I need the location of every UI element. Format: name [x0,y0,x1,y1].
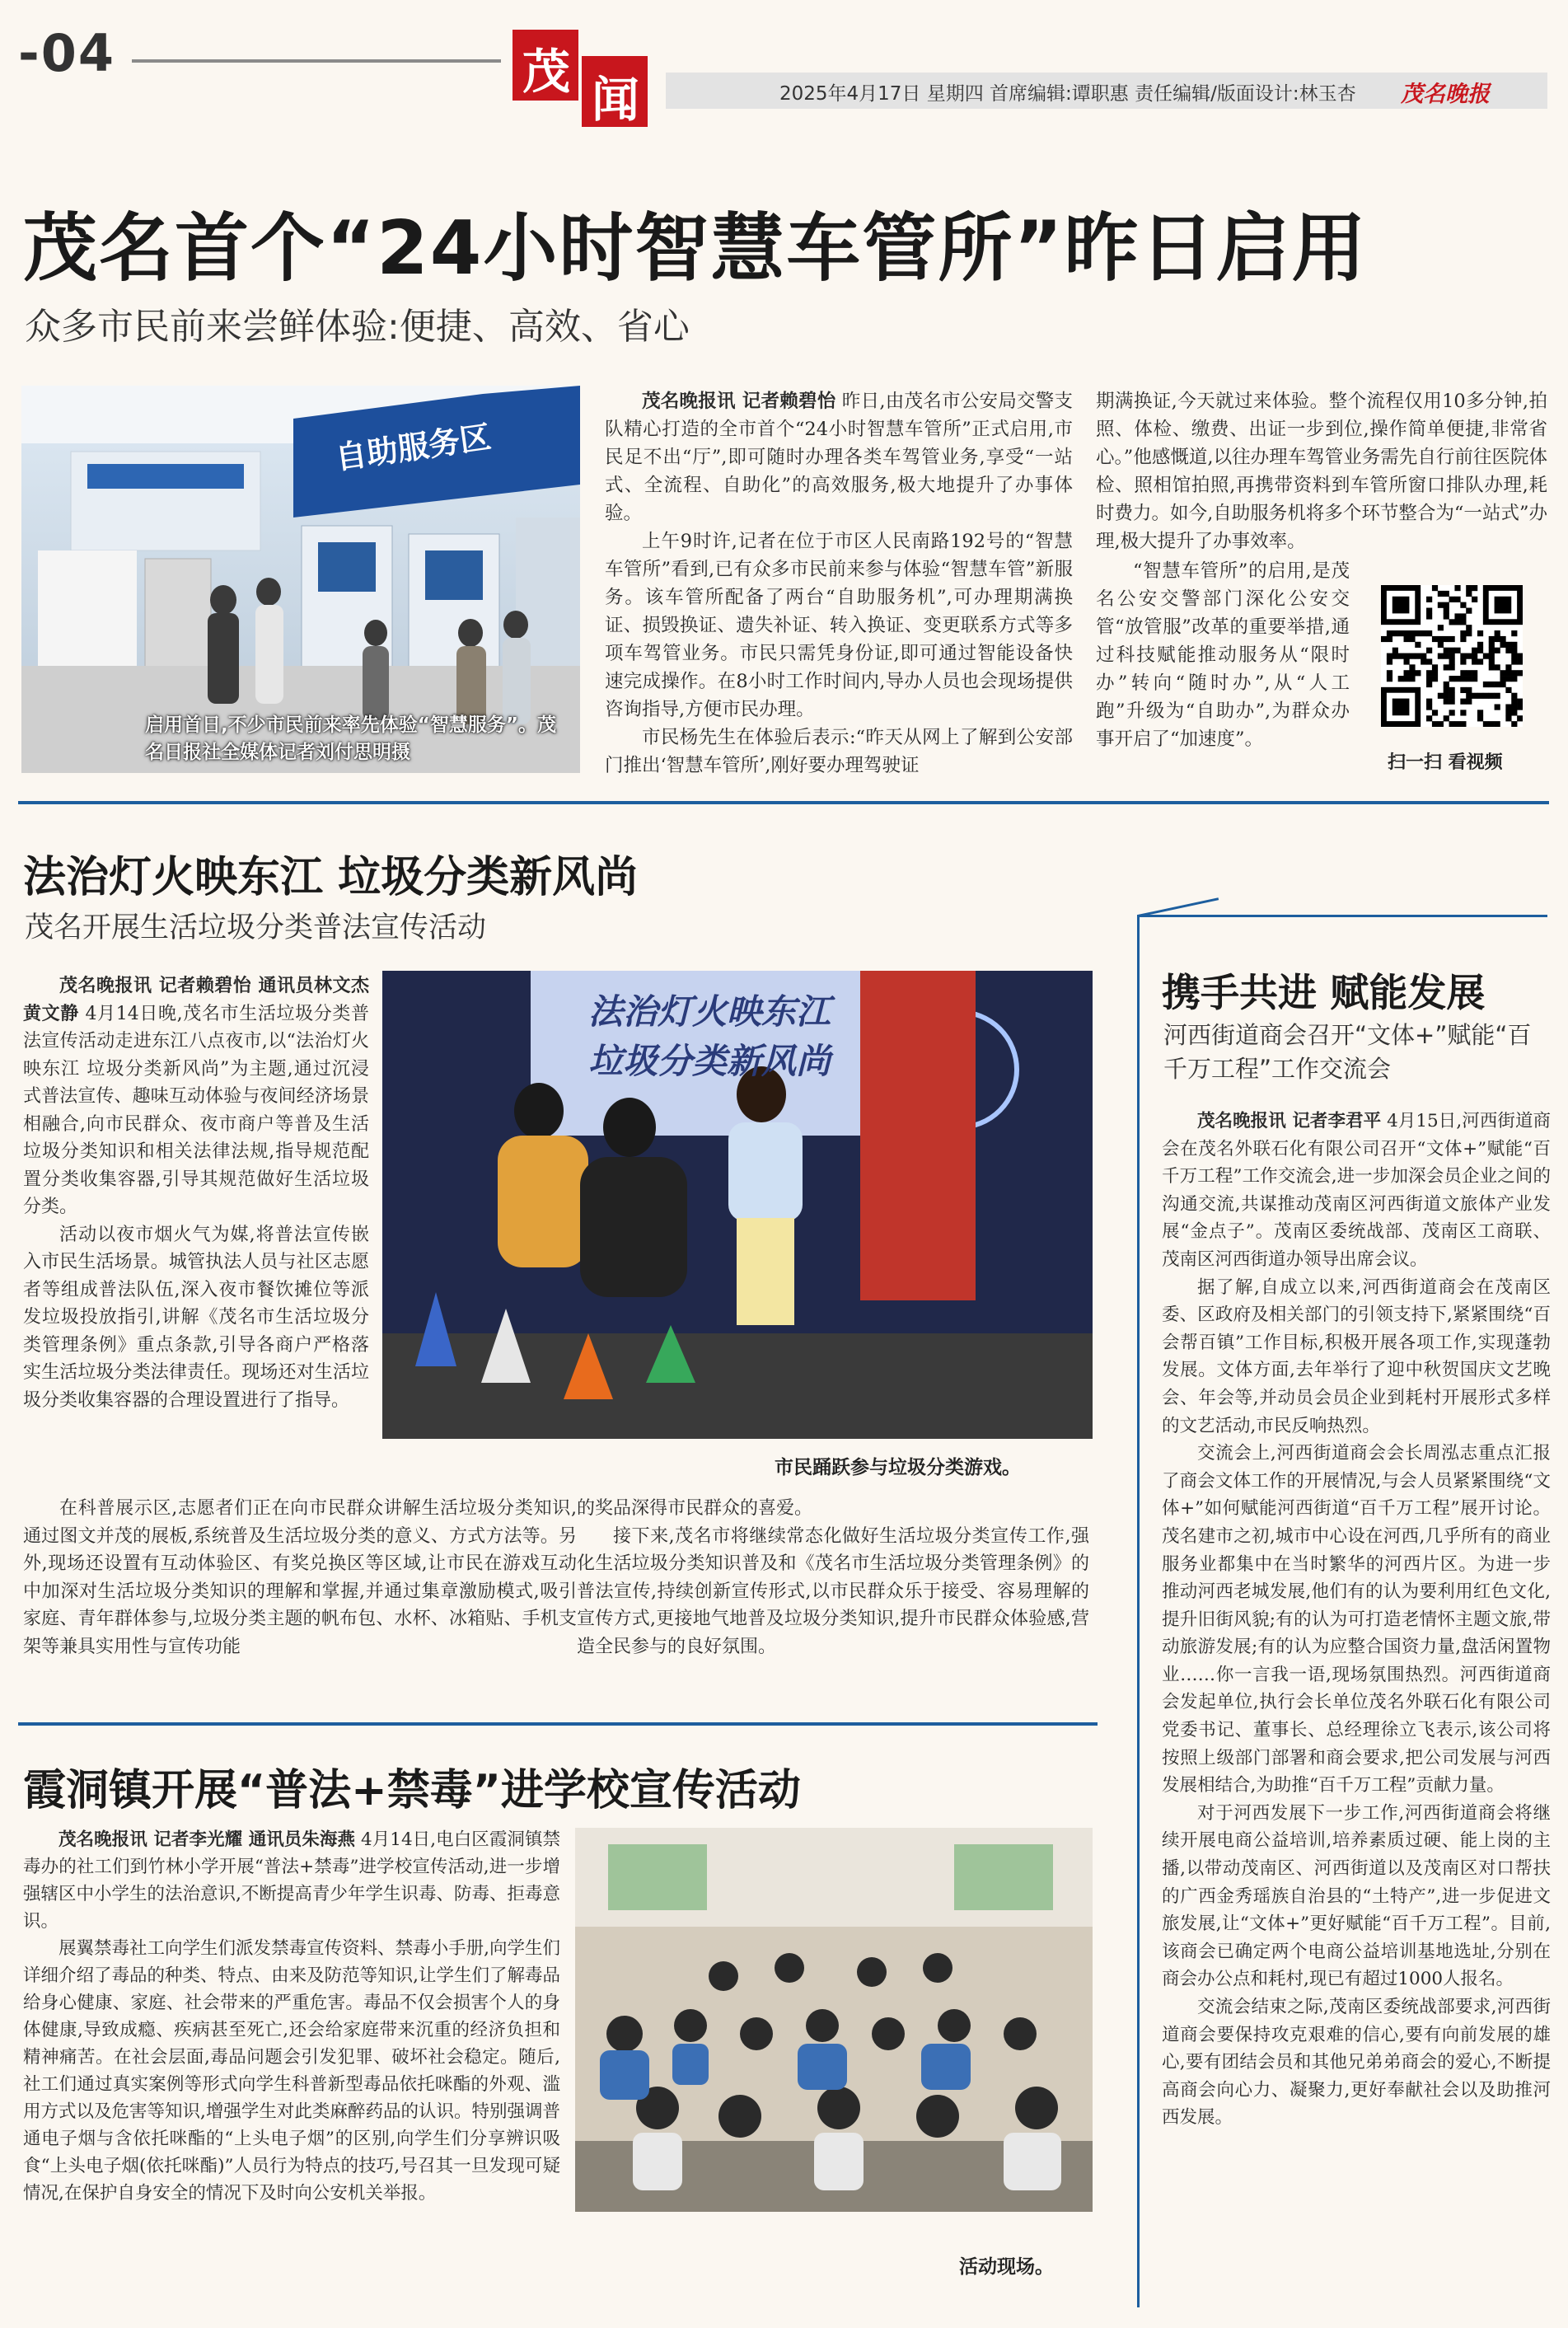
story1-col1-p3: 市民杨先生在体验后表示:“昨天从网上了解到公安部门推出‘智慧车管所’,刚好要办理驾驶证 [605,727,1073,776]
story1-col2-p2: “智慧车管所”的启用,是茂名公安交警部门深化公安交管“放管服”改革的重要举措,通过科技赋能推动服务从“限时办”转向“随时办”,从“人工跑”升级为“自助办”,为群众办事开启了“加速度”。 [1096,560,1350,750]
section-char-a: 茂 [522,44,571,100]
qr-caption: 扫一扫 看视频 [1388,752,1503,773]
story1-subhead: 众多市民前来尝鲜体验:便捷、高效、省心 [25,306,690,348]
story1-headline: 茂名首个“24小时智慧车管所”昨日启用 [23,205,1368,292]
story3-photo [575,1828,1093,2212]
story2-bottom-right [577,1495,1089,1661]
story2-subhead: 茂名开展生活垃圾分类普法宣传活动 [25,911,487,944]
story4-headline: 携手共进 赋能发展 [1162,971,1486,1016]
story2-photo-caption: 市民踊跃参与垃圾分类游戏。 [775,1457,1021,1478]
story2-lead: 茂名晚报讯 记者赖碧怡 通讯员林文杰 黄文静 [23,976,369,1024]
story2-col-left [23,972,369,1414]
story1-col2-full [1096,387,1547,555]
story4-body [1162,1108,1551,2132]
story4-p4: 对于河西发展下一步工作,河西街道商会将继续开展电商公益培训,培养素质过硬、能上岗的主播,以带动茂南区、河西街道以及茂南区对口帮扶的广西金秀瑶族自治县的“土特产”,进一步促进文旅发展,让“文体+”更好赋能“百千万工程”。目前,该商会已确定两个电商公益培训基地选址,分别在商会办公点和耗村,现已有超过1000人报名。 [1162,1802,1551,1990]
story4-subhead: 河西街道商会召开“文体+”赋能“百千万工程”工作交流会 [1163,1021,1532,1083]
qr-pattern [1381,585,1523,727]
story4-frame-left [1137,915,1140,2307]
story3-photo-caption: 活动现场。 [959,2256,1054,2278]
story4-p5: 交流会结束之际,茂南区委统战部要求,河西街道商会要保持攻克艰难的信心,要有向前发展的雄心,要有团结会员和其他兄弟弟商会的爱心,不断提高商会向心力、凝聚力,更好奉献社会以及助推河西发展。 [1162,1997,1551,2129]
page-number: -04 [18,23,116,83]
story2-photo [382,971,1093,1439]
story1-col2-p1: 期满换证,今天就过来体验。整个流程仅用10多分钟,拍照、体检、缴费、出证一步到位,操作简单便捷,非常省心。”他感慨道,以往办理车驾管业务需先自行前往医院体检、照相馆拍照,再携带资料到车管所窗口排队办理,耗时费力。如今,自助服务机将多个环节整合为“一站式”办理,极大提升了办事效率。 [1096,391,1547,552]
story1-col1-p2: 上午9时许,记者在位于市区人民南路192号的“智慧车管所”看到,已有众多市民前来参与体验“智慧车管”新服务。该车管所配备了两台“自助服务机”,可办理期满换证、损毁换证、遗失补证、转入换证、变更联系方式等多项车驾管业务。市民只需凭身份证,即可通过智能设备快速完成操作。在8小时工作时间内,导办人员也会现场提供咨询指导,方便市民办理。 [605,531,1073,720]
photo-sign: 自助服务区 [333,418,494,476]
divider-story2 [18,1722,1098,1726]
dateline: 2025年4月17日 星期四 首席编辑:谭职惠 责任编辑/版面设计:林玉杏 [779,83,1356,105]
story2-headline: 法治灯火映东江 垃圾分类新风尚 [23,853,639,902]
video-qr-code[interactable] [1381,585,1523,727]
classroom-illustration [575,1828,1093,2212]
story1-photo [21,386,580,773]
story4-p2: 据了解,自成立以来,河西街道商会在茂南区委、区政府及相关部门的引领支持下,紧紧围绕“百会帮百镇”工作目标,积极开展各项工作,实现蓬勃发展。文体方面,去年举行了迎中秋贺国庆文艺晚会、年会等,并动员会员企业到耗村开展形式多样的文艺活动,市民反响热烈。 [1162,1276,1551,1436]
paper-logo: 茂名晚报 [1401,82,1490,107]
story3-body [23,1826,560,2207]
story3-p1: 4月14日,电白区霞洞镇禁毒办的社工们到竹林小学开展“普法+禁毒”进学校宣传活动,进一步增强辖区中小学生的法治意识,不断提高青少年学生识毒、防毒、拒毒意识。 [23,1829,560,1932]
story4-p3: 交流会上,河西街道商会会长周泓志重点汇报了商会文体工作的开展情况,与会人员紧紧围绕“文体+”如何赋能河西街道“百千万工程”展开讨论。茂名建市之初,城市中心设在河西,几乎所有的商业服务业都集中在当时繁华的河西片区。为进一步推动河西老城发展,他们有的认为要利用红色文化,提升旧街风貌;有的认为可打造老情怀主题文旅,带动旅游发展;有的认为应整合国资力量,盘活闲置物业……你一言我一语,现场氛围热烈。河西街道商会发起单位,执行会长单位茂名外联石化有限公司党委书记、董事长、总经理徐立飞表示,该公司将按照上级部门部署和商会要求,把公司发展与河西发展相结合,为助推“百千万工程”贡献力量。 [1162,1443,1551,1796]
story3-lead: 茂名晚报讯 记者李光耀 通讯员朱海燕 [59,1829,356,1850]
story2-p2: 活动以夜市烟火气为媒,将普法宣传嵌入市民生活场景。城管执法人员与社区志愿者等组成普法队伍,深入夜市餐饮摊位等派发垃圾投放指引,讲解《茂名市生活垃圾分类管理条例》重点条款,引导各商户严格落实生活垃圾分类法律责任。现场还对生活垃圾分类收集容器的合理设置进行了指导。 [23,1224,369,1411]
story4-frame-top [1137,915,1547,917]
story2-p5: 接下来,茂名市将继续常态化做好生活垃圾分类宣传工作,强化生活垃圾分类知识普及和《茂名市生活垃圾分类管理条例》的普法宣传,持续创新宣传形式,以市民群众乐于接受、容易理解的宣传方式,更接地气地普及垃圾分类知识,提升市民群众体验感,营造全民参与的良好氛围。 [577,1525,1089,1657]
story2-p1: 4月14日晚,茂名市生活垃圾分类普法宣传活动走进东江八点夜市,以“法治灯火映东江 垃圾分类新风尚”为主题,通过沉浸式普法宣传、趣味互动体验与夜间经济场景相融合,向市民群众、夜市商户等普及生活垃圾分类知识和相关法律法规,指导规范配置分类收集容器,引导其规范做好生活垃圾分类。 [23,1003,369,1217]
story1-col2-narrow [1096,557,1350,753]
masthead-rule-left [132,59,501,63]
photo-banner-text: 法治灯火映东江 垃圾分类新风尚 [588,991,831,1081]
story1-col1-p1: 昨日,由茂名市公安局交警支队精心打造的全市首个“24小时智慧车管所”正式启用,市民足不出“厅”,即可随时办理各类车驾管业务,享受“一站式、全流程、自助化”的高效服务,极大地提升了办事体验。 [605,391,1073,524]
story4-p1: 4月15日,河西街道商会在茂名外联石化有限公司召开“文体+”赋能“百千万工程”工作交流会,进一步加深会员企业之间的沟通交流,共谋推动茂南区河西街道文旅体产业发展“金点子”。茂南区委统战部、茂南区工商联、茂南区河西街道办领导出席会议。 [1162,1111,1551,1270]
story1-lead: 茂名晚报讯 记者赖碧怡 [642,391,836,412]
story2-p4: 的奖品深得市民群众的喜爱。 [577,1498,813,1519]
story2-p3: 在科普展示区,志愿者们正在向市民群众讲解生活垃圾分类知识,通过图文并茂的展板,系统普及生活垃圾分类的意义、方式方法等。另外,现场还设置有互动体验区、有奖兑换区等区域,让市民在游戏互动中加深对生活垃圾分类知识的理解和掌握,并通过集章激励模式,吸引家庭、青年群体参与,垃圾分类主题的帆布包、水杯、冰箱贴、手机支架等兼具实用性与宣传功能 [23,1498,577,1657]
story1-photo-caption: 启用首日,不少市民前来率先体验“智慧服务”。茂名日报社全媒体记者刘付思明摄 [145,714,556,763]
story4-lead: 茂名晚报讯 记者李君平 [1197,1111,1382,1131]
story3-p2: 展翼禁毒社工向学生们派发禁毒宣传资料、禁毒小手册,向学生们详细介绍了毒品的种类、特点、由来及防范等知识,让学生们了解毒品给身心健康、家庭、社会带来的严重危害。毒品不仅会损害个人的身体健康,导致成瘾、疾病甚至死亡,还会给家庭带来沉重的经济负担和精神痛苦。在社会层面,毒品问题会引发犯罪、破坏社会稳定。随后,社工们通过真实案例等形式向学生科普新型毒品依托咪酯的外观、滥用方式以及危害等知识,增强学生对此类麻醉药品的认识。特别强调普通电子烟与含依托咪酯的“上头电子烟”的区别,向学生们分享辨识吸食“上头电子烟(依托咪酯)”人员行为特点的技巧,号召其一旦发现可疑情况,在保护自身安全的情况下及时向公安机关举报。 [23,1938,560,2204]
divider-story1 [18,801,1549,804]
story2-bottom-left [23,1495,577,1661]
story3-headline: 霞洞镇开展“普法+禁毒”进学校宣传活动 [23,1766,801,1815]
section-char-b: 闻 [592,72,640,128]
story1-col1 [605,387,1073,780]
